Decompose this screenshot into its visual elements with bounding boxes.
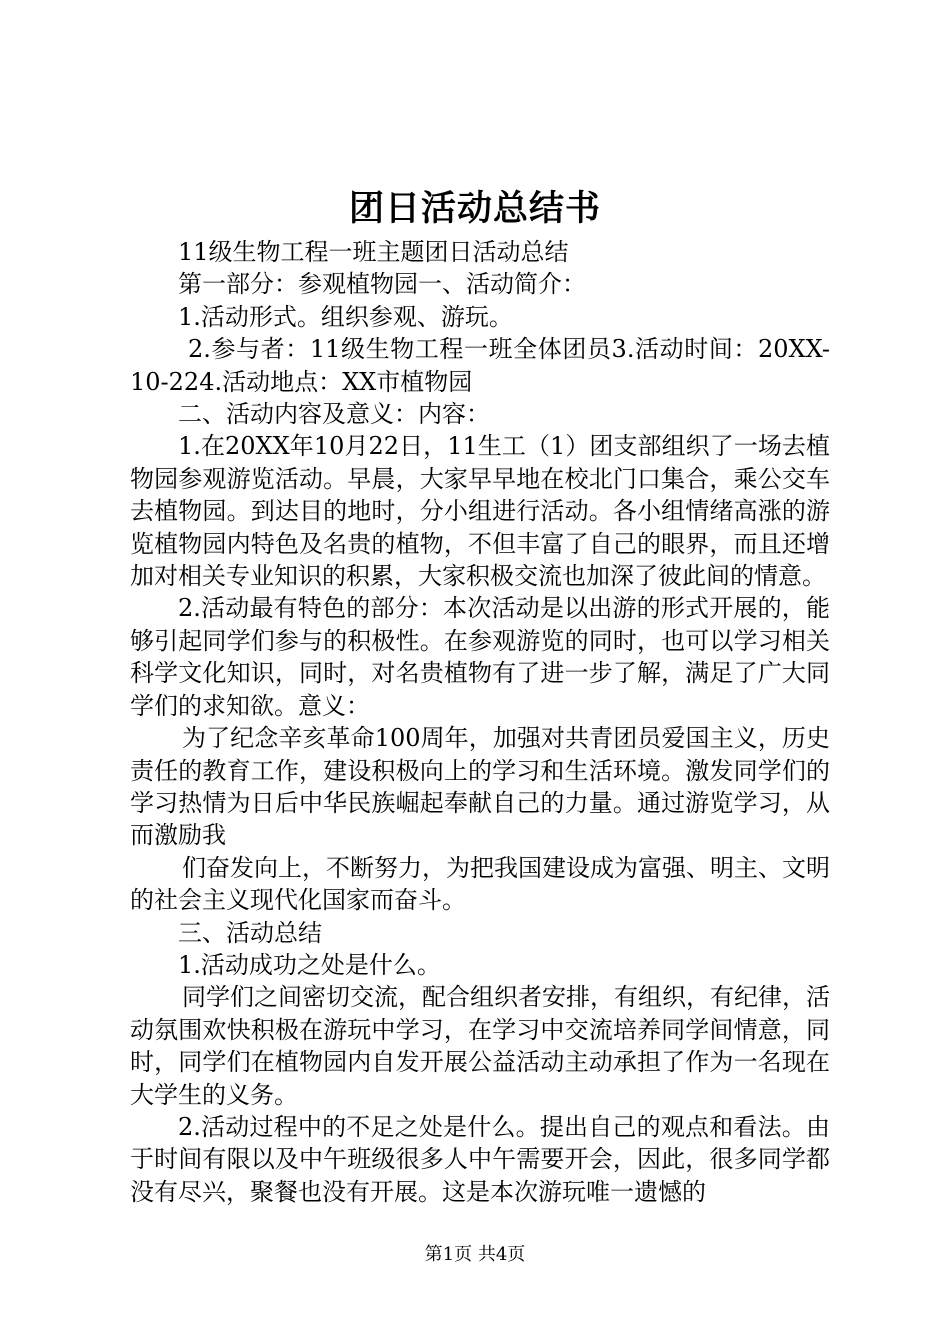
paragraph-activity-form: 1.活动形式。组织参观、游玩。 xyxy=(178,302,513,331)
paragraph-part-one: 第一部分：参观植物园一、活动简介： xyxy=(178,270,586,299)
paragraph-significance-cont: 们奋发向上，不断努力，为把我国建设成为富强、明主、文明的社会主义现代化国家而奋斗。 xyxy=(130,853,830,915)
paragraph-success-heading: 1.活动成功之处是什么。 xyxy=(178,950,441,979)
paragraph-subtitle: 11级生物工程一班主题团日活动总结 xyxy=(178,238,569,266)
paragraph-section-three: 三、活动总结 xyxy=(178,918,322,947)
paragraph-features: 2.活动最有特色的部分：本次活动是以出游的形式开展的，能够引起同学们参与的积极性。在参观游览的同时，也可以学习相关科学文化知识，同时，对名贵植物有了进一步了解，满足了广大同学们的求知欲。意义： xyxy=(130,594,830,720)
paragraph-participants: 2.参与者：11级生物工程一班全体团员3.活动时间：20XX-10-224.活动地点：XX市植物园 xyxy=(130,335,830,396)
paragraph-content: 1.在20XX年10月22日，11生工（1）团支部组织了一场去植物园参观游览活动。早晨，大家早早地在校北门口集合，乘公交车去植物园。到达目的地时，分小组进行活动。各小组情绪高涨的游览植物园内特色及名贵的植物，不但丰富了自己的眼界，而且还增加对相关专业知识的积累，大家积极交流也加深了彼此间的情意。 xyxy=(130,432,830,591)
page-number-footer: 第1页 共4页 xyxy=(424,1244,526,1265)
document-body xyxy=(130,236,830,1208)
paragraph-shortcomings: 2.活动过程中的不足之处是什么。提出自己的观点和看法。由于时间有限以及中午班级很多人中午需要开会，因此，很多同学都没有尽兴，聚餐也没有开展。这是本次游玩唯一遗憾的 xyxy=(130,1112,830,1206)
paragraph-significance: 为了纪念辛亥革命100周年，加强对共青团员爱国主义，历史责任的教育工作，建设积极向上的学习和生活环境。激发同学们的学习热情为日后中华民族崛起奉献自己的力量。通过游览学习，从而激励我 xyxy=(130,724,830,850)
document-title: 团日活动总结书 xyxy=(348,188,601,229)
paragraph-section-two: 二、活动内容及意义：内容： xyxy=(178,400,490,429)
paragraph-success: 同学们之间密切交流，配合组织者安排，有组织，有纪律，活动氛围欢快积极在游玩中学习，在学习中交流培养同学间情意，同时，同学们在植物园内自发开展公益活动主动承担了作为一名现在大学生的义务。 xyxy=(130,983,830,1109)
